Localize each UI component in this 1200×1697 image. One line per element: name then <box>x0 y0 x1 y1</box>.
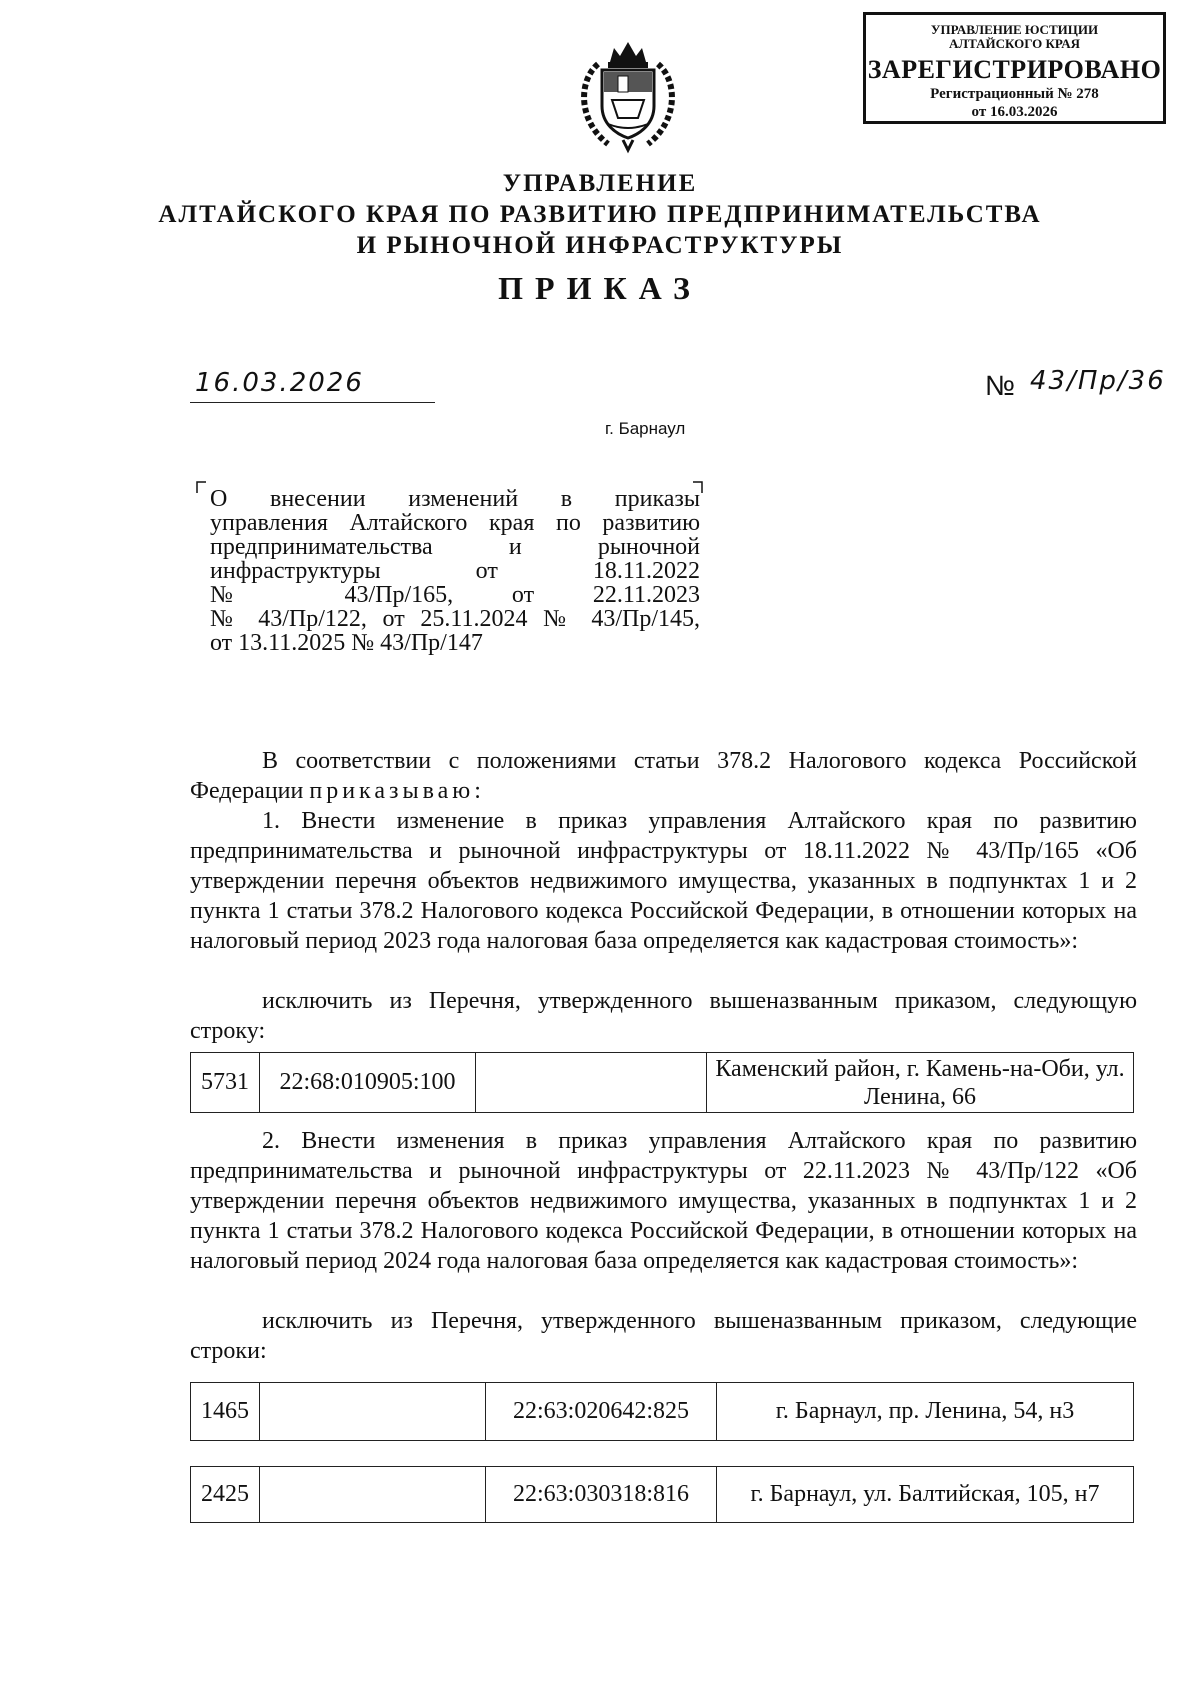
document-type: ПРИКАЗ <box>498 270 702 306</box>
item-2-exclude <box>190 1306 1137 1366</box>
date-underline <box>190 402 435 403</box>
corner-bracket-left <box>196 481 206 493</box>
preamble-colon: : <box>474 778 481 804</box>
cadastral-number-2: 22:63:030318:816 <box>486 1467 717 1523</box>
subject-line: № 43/Пр/165, от 22.11.2023 <box>210 582 700 608</box>
subject-line: предпринимательства и рыночной <box>210 534 700 560</box>
coat-of-arms-icon <box>568 36 688 154</box>
row-number: 1465 <box>191 1383 260 1441</box>
address: г. Барнаул, пр. Ленина, 54, н3 <box>717 1383 1134 1441</box>
number-label: № <box>985 370 1016 401</box>
order-subject <box>210 487 700 655</box>
row-number: 5731 <box>191 1053 260 1113</box>
item-1-exclude <box>190 986 1137 1046</box>
subject-line: О внесении изменений в приказы <box>210 486 700 512</box>
handwritten-date: 16.03.2026 <box>195 368 364 398</box>
subject-line: инфраструктуры от 18.11.2022 <box>210 558 700 584</box>
item-2-body: 2. Внести изменения в приказ управления Алтайского края по развитию предпринимательства и рыночной инфраструктуры от 22.11.2023 № 43/Пр/122 «Об утверждении перечня объектов недвижимого имущества, указанных в подпунктах 1 и 2 пункта 1 статьи 378.2 Налогового кодекса Российской Федерации, в отношении которых на налоговый период 2024 года налоговая база определяется как кадастровая стоимость»: <box>190 1128 1137 1274</box>
preamble-text: В соответствии с положениями статьи 378.2 Налогового кодекса Российской Федерации <box>190 748 1137 804</box>
decree-word: приказываю <box>309 778 475 804</box>
item-1-exclude-text: исключить из Перечня, утвержденного вышеназванным приказом, следующую строку: <box>190 988 1137 1044</box>
stamp-authority-line1: УПРАВЛЕНИЕ ЮСТИЦИИ <box>930 22 1099 37</box>
subject-line: от 13.11.2025 № 43/Пр/147 <box>210 630 483 656</box>
stamp-authority-line2: АЛТАЙСКОГО КРАЯ <box>949 36 1080 51</box>
item-2-text <box>190 1126 1137 1276</box>
table-row <box>191 1053 1134 1113</box>
item-2-exclude-text: исключить из Перечня, утвержденного вышеназванным приказом, следующие строки: <box>190 1308 1137 1364</box>
subject-line: № 43/Пр/122, от 25.11.2024 № 43/Пр/145, <box>210 606 700 632</box>
cadastral-number <box>260 1383 486 1441</box>
excluded-rows-table-1 <box>190 1052 1134 1113</box>
item-1-body: 1. Внести изменение в приказ управления Алтайского края по развитию предпринимательства и рыночной инфраструктуры от 18.11.2022 № 43/Пр/165 «Об утверждении перечня объектов недвижимого имущества, указанных в подпунктах 1 и 2 пункта 1 статьи 378.2 Налогового кодекса Российской Федерации, в отношении которых на налоговый период 2023 года налоговая база определяется как кадастровая стоимость»: <box>190 808 1137 954</box>
cadastral-number: 22:68:010905:100 <box>260 1053 476 1113</box>
subject-line: управления Алтайского края по развитию <box>210 510 700 536</box>
table-row <box>191 1383 1134 1441</box>
city: г. Барнаул <box>605 419 686 438</box>
stamp-reg-date: от 16.03.2026 <box>971 104 1058 120</box>
handwritten-number: 43/Пр/36 <box>1030 366 1166 396</box>
stamp-status: ЗАРЕГИСТРИРОВАНО <box>867 55 1162 84</box>
item-1-text <box>190 806 1137 956</box>
org-name-line1: УПРАВЛЕНИЕ <box>502 170 698 197</box>
org-name-line2: АЛТАЙСКОГО КРАЯ ПО РАЗВИТИЮ ПРЕДПРИНИМАТЕЛЬСТВА <box>158 201 1042 228</box>
excluded-rows-table-2 <box>190 1382 1134 1441</box>
registration-stamp <box>863 12 1166 124</box>
cadastral-number <box>260 1467 486 1523</box>
excluded-rows-table-3 <box>190 1466 1134 1523</box>
cadastral-number-2 <box>476 1053 707 1113</box>
row-number: 2425 <box>191 1467 260 1523</box>
address: Каменский район, г. Камень-на-Оби, ул. Ленина, 66 <box>707 1053 1134 1113</box>
table-row <box>191 1467 1134 1523</box>
org-name-line3: И РЫНОЧНОЙ ИНФРАСТРУКТУРЫ <box>356 232 844 259</box>
stamp-reg-number: Регистрационный № 278 <box>930 86 1099 102</box>
preamble <box>190 746 1137 806</box>
address: г. Барнаул, ул. Балтийская, 105, н7 <box>717 1467 1134 1523</box>
cadastral-number-2: 22:63:020642:825 <box>486 1383 717 1441</box>
